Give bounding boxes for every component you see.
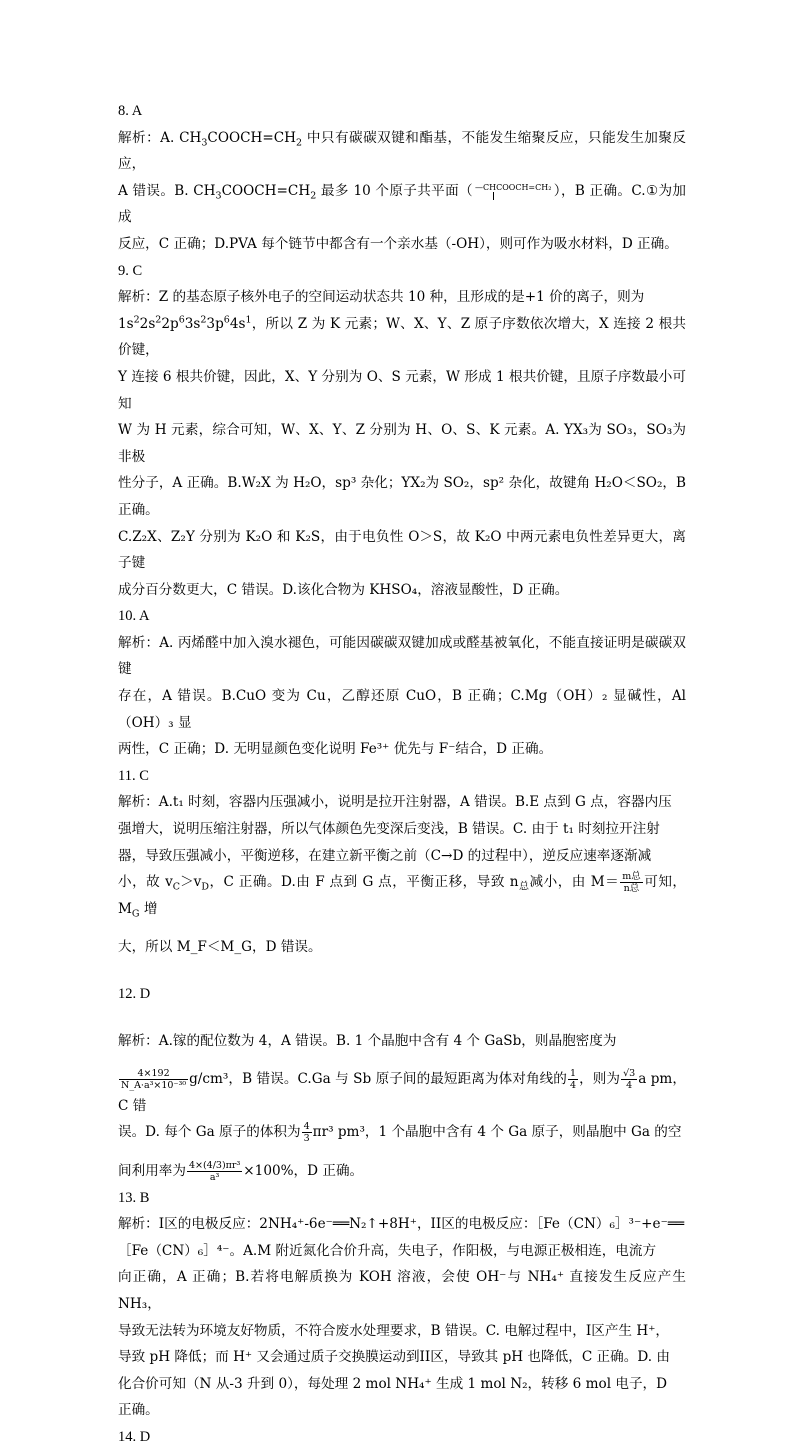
q13-line-4: 导致无法转为环境友好物质，不符合废水处理要求，B 错误。C. 电解过程中，I区产生 H⁺， <box>118 1322 669 1339</box>
distance-fraction: $\frac{√3}{4}$ <box>623 1068 636 1092</box>
molar-mass-fraction: $\frac{\text{m总}}{\text{n总}}$ <box>622 871 641 895</box>
q9-line-3: Y 连接 6 根共价键，因此，X、Y 分别为 O、S 元素，W 形成 1 根共价键，且原子序数最小可知 <box>118 368 686 412</box>
density-fraction: $\frac{4\times 192}{\text{N\_A·a³×10⁻³⁰}}$ <box>121 1068 187 1092</box>
q13-line-1: 解析：I区的电极反应：2NH₄⁺-6e⁻══N₂↑+8H⁺，II区的电极反应：［Fe（CN）₆］³⁻+e⁻══ <box>118 1216 685 1233</box>
q12-line-3: 误。D. 每个 Ga 原子的体积为 $\frac{4}{3}$ πr³ pm³，1 个晶胞中含有 4 个 Ga 原子，则晶胞中 Ga 的空 <box>118 1121 682 1145</box>
q8-line-2: A 错误。B. $CH_3COOCH=CH_2$ 最多 10 个原子共平面（ —CHCOOCH=CH₂ ），B 正确。C.①为加成 <box>118 182 687 226</box>
space-utilization-fraction: $\frac{\text{4×(4/3)πr³}}{\text{a³}}$ <box>188 1159 241 1183</box>
q13-line-7: 正确。 <box>118 1402 159 1419</box>
q8-title: 8. A <box>118 103 143 119</box>
q10-line-3: 两性，C 正确；D. 无明显颜色变化说明 Fe³⁺ 优先与 F⁻结合，D 正确。 <box>118 741 553 758</box>
q9-title: 9. C <box>118 262 143 279</box>
q11-line-1: 解析：A.t₁ 时刻，容器内压强减小，说明是拉开注射器，A 错误。B.E 点到 G 点，容器内压 <box>118 794 672 811</box>
q12-title: 12. D <box>118 986 151 1002</box>
q13-line-3: 向正确，A 正确；B.若将电解质换为 KOH 溶液，会使 OH⁻与 NH₄⁺ 直接发生反应产生 NH₃， <box>118 1269 686 1312</box>
q9-line-1: 解析：Z 的基态原子核外电子的空间运动状态共 10 种，且形成的是+1 价的离子，则为 <box>118 289 645 306</box>
q11-line-3: 器，导致压强减小，平衡逆移，在建立新平衡之前（C→D 的过程中），逆反应速率逐渐减 <box>118 847 652 864</box>
q13-line-2: ［Fe（CN）₆］⁴⁻。A.M 附近氮化合价升高，失电子，作阳极，与电源正极相连，电流方 <box>118 1242 657 1259</box>
q11-line-5: 大，所以 M_F＜M_G，D 错误。 <box>118 939 322 956</box>
q13-title: 13. B <box>118 1189 150 1206</box>
q13-line-6: 化合价可知（N 从-3 升到 0），每处理 2 mol NH₄⁺ 生成 1 mol N₂，转移 6 mol 电子，D <box>118 1375 668 1392</box>
q8-line-1: 解析：A. $CH_3COOCH=CH_2$ 中只有碳碳双键和酯基，不能发生缩聚反应，只能发生加聚反应， <box>118 129 687 173</box>
q12-line-1: 解析：A.镓的配位数为 4，A 错误。B. 1 个晶胞中含有 4 个 GaSb，则晶胞密度为 <box>118 1032 617 1049</box>
q14-title: 14. D <box>118 1428 151 1445</box>
q10-title: 10. A <box>118 608 150 625</box>
q10-line-1: 解析：A. 丙烯醛中加入溴水褪色，可能因碳碳双键加成或醛基被氧化，不能直接证明是碳碳双键 <box>118 634 686 678</box>
q11-title: 11. C <box>118 767 149 784</box>
answer-page <box>118 98 686 1451</box>
q11-line-2: 强增大，说明压缩注射器，所以气体颜色先变深后变浅，B 错误。C. 由于 t₁ 时刻拉开注射 <box>118 821 660 838</box>
q9-line-6: C.Z₂X、Z₂Y 分别为 K₂O 和 K₂S，由于电负性 O＞S，故 K₂O 中两元素电负性差异更大，离子键 <box>118 528 686 572</box>
q9-line-2: $1s^22s^22p^63s^23p^64s^1$，所以 Z 为 K 元素；W、X、Y、Z 原子序数依次增大，X 连接 2 根共价键， <box>118 314 686 359</box>
q13-line-5: 导致 pH 降低；而 H⁺ 又会通过质子交换膜运动到II区，导致其 pH 也降低，C 正确。D. 由 <box>118 1349 670 1366</box>
electron-configuration: $1s^22s^22p^63s^23p^64s^1$ <box>118 314 252 332</box>
quarter-fraction: $\frac{1}{4}$ <box>569 1068 577 1092</box>
q12-line-4: 间利用率为 $\frac{\text{4×(4/3)πr³}}{\text{a³}}$ ×100%，D 正确。 <box>118 1159 364 1183</box>
q9-line-4: W 为 H 元素，综合可知，W、X、Y、Z 分别为 H、O、S、K 元素。A. YX₃为 SO₃，SO₃为非极 <box>118 422 686 465</box>
q8-line-3: 反应，C 正确；D.PVA 每个链节中都含有一个亲水基（-OH），则可作为吸水材料，D 正确。 <box>118 235 678 252</box>
sphere-volume-fraction: $\frac{4}{3}$ <box>303 1121 310 1145</box>
pva-structure-fragment: —CHCOOCH=CH₂ <box>475 183 551 200</box>
q9-line-5: 性分子，A 正确。B.W₂X 为 H₂O，sp³ 杂化；YX₂为 SO₂，sp² 杂化，故键角 H₂O＜SO₂，B 正确。 <box>118 475 686 518</box>
q9-line-7: 成分百分数更大，C 错误。D.该化合物为 KHSO₄，溶液显酸性，D 正确。 <box>118 581 569 598</box>
q11-line-4: 小，故 $v_C>v_D$，C 正确。D.由 F 点到 G 点，平衡正移，导致 $n_总$减小，由 M＝ $\frac{\text{m总}}{\text{n总}}$ 可知，$M_G$ 增 <box>118 871 687 920</box>
q10-line-2: 存在，A 错误。B.CuO 变为 Cu，乙醇还原 CuO，B 正确；C.Mg（OH）₂ 显碱性，Al（OH）₃ 显 <box>118 688 686 731</box>
q12-line-2: $\frac{4\times 192}{\text{N\_A·a³×10⁻³⁰}}$ g/cm³，B 错误。C.Ga 与 Sb 原子间的最短距离为体对角线的 $\frac{1}{4}$ ，则为 $\frac{√3}{4}$ a pm，C 错 <box>118 1068 686 1114</box>
